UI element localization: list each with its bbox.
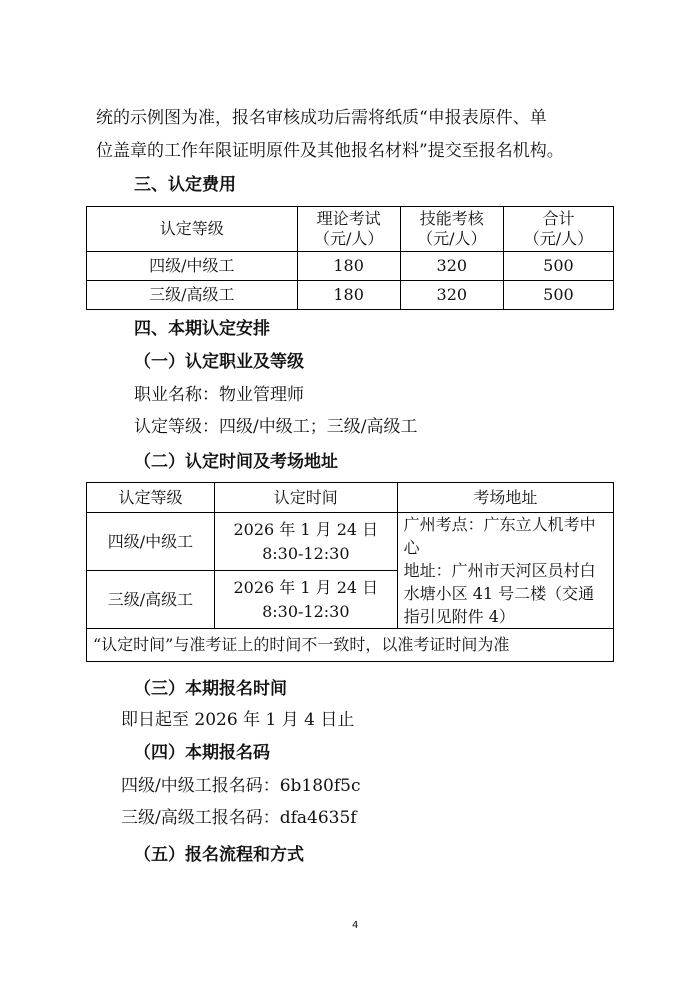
fee-row-skill: 320 <box>400 281 503 310</box>
address-line: 广州考点：广东立人机考中心 <box>403 515 596 557</box>
fee-header-skill <box>400 207 503 252</box>
profession-name: 职业名称：物业管理师 <box>134 385 304 405</box>
exam-venue-address <box>397 513 613 629</box>
certification-levels: 认定等级：四级/中级工；三级/高级工 <box>134 417 418 437</box>
fee-header-level: 认定等级 <box>87 207 298 252</box>
fee-row-level: 三级/高级工 <box>87 281 298 310</box>
schedule-header-level: 认定等级 <box>87 483 215 513</box>
fee-header-theory <box>297 207 400 252</box>
fee-row-level: 四级/中级工 <box>87 252 298 281</box>
section-heading-fees: 三、认定费用 <box>134 175 236 195</box>
subsection-heading-2: （二）认定时间及考场地址 <box>134 452 338 472</box>
fee-row-total: 500 <box>503 252 613 281</box>
fee-table <box>86 206 614 310</box>
subsection-heading-3: （三）本期报名时间 <box>134 679 287 699</box>
section-heading-arrangement: 四、本期认定安排 <box>134 319 270 339</box>
schedule-row-hours: 8:30-12:30 <box>262 543 350 563</box>
fee-header-skill-line2: （元/人） <box>417 229 487 248</box>
fee-header-total-line1: 合计 <box>542 209 575 228</box>
fee-header-skill-line1: 技能考核 <box>419 209 484 228</box>
table-row <box>87 281 614 310</box>
fee-row-total: 500 <box>503 281 613 310</box>
schedule-row-hours: 8:30-12:30 <box>262 601 350 621</box>
registration-period: 即日起至 2026 年 1 月 4 日止 <box>121 710 355 730</box>
table-row <box>87 513 614 571</box>
schedule-header-address: 考场地址 <box>397 483 613 513</box>
schedule-row-date: 2026 年 1 月 24 日 <box>233 577 379 597</box>
fee-header-theory-line1: 理论考试 <box>316 209 381 228</box>
fee-row-theory: 180 <box>297 281 400 310</box>
schedule-row-time <box>214 571 397 629</box>
registration-code-mid: 四级/中级工报名码：6b180f5c <box>121 776 361 796</box>
fee-header-total <box>503 207 613 252</box>
page-number: 4 <box>352 920 359 931</box>
subsection-heading-4: （四）本期报名码 <box>134 743 270 763</box>
schedule-header-time: 认定时间 <box>214 483 397 513</box>
intro-line-2: 位盖章的工作年限证明原件及其他报名材料”提交至报名机构。 <box>96 141 564 161</box>
table-row <box>87 252 614 281</box>
schedule-row-date: 2026 年 1 月 24 日 <box>233 519 379 539</box>
intro-line-1: 统的示例图为准，报名审核成功后需将纸质“申报表原件、单 <box>96 108 547 128</box>
fee-header-theory-line2: （元/人） <box>313 229 384 248</box>
address-line: 水塘小区 41 号二楼（交通 <box>403 584 595 603</box>
fee-row-theory: 180 <box>297 252 400 281</box>
address-line: 指引见附件 4） <box>403 607 515 626</box>
address-line: 地址：广州市天河区员村白 <box>403 561 596 580</box>
registration-code-high: 三级/高级工报名码：dfa4635f <box>121 808 357 828</box>
schedule-note: “认定时间”与准考证上的时间不一致时，以准考证时间为准 <box>87 629 614 662</box>
schedule-row-time <box>214 513 397 571</box>
schedule-row-level: 四级/中级工 <box>87 513 215 571</box>
fee-header-total-line2: （元/人） <box>523 229 594 248</box>
subsection-heading-1: （一）认定职业及等级 <box>134 352 304 372</box>
subsection-heading-5: （五）报名流程和方式 <box>134 845 304 865</box>
schedule-table <box>86 482 614 662</box>
schedule-row-level: 三级/高级工 <box>87 571 215 629</box>
fee-row-skill: 320 <box>400 252 503 281</box>
